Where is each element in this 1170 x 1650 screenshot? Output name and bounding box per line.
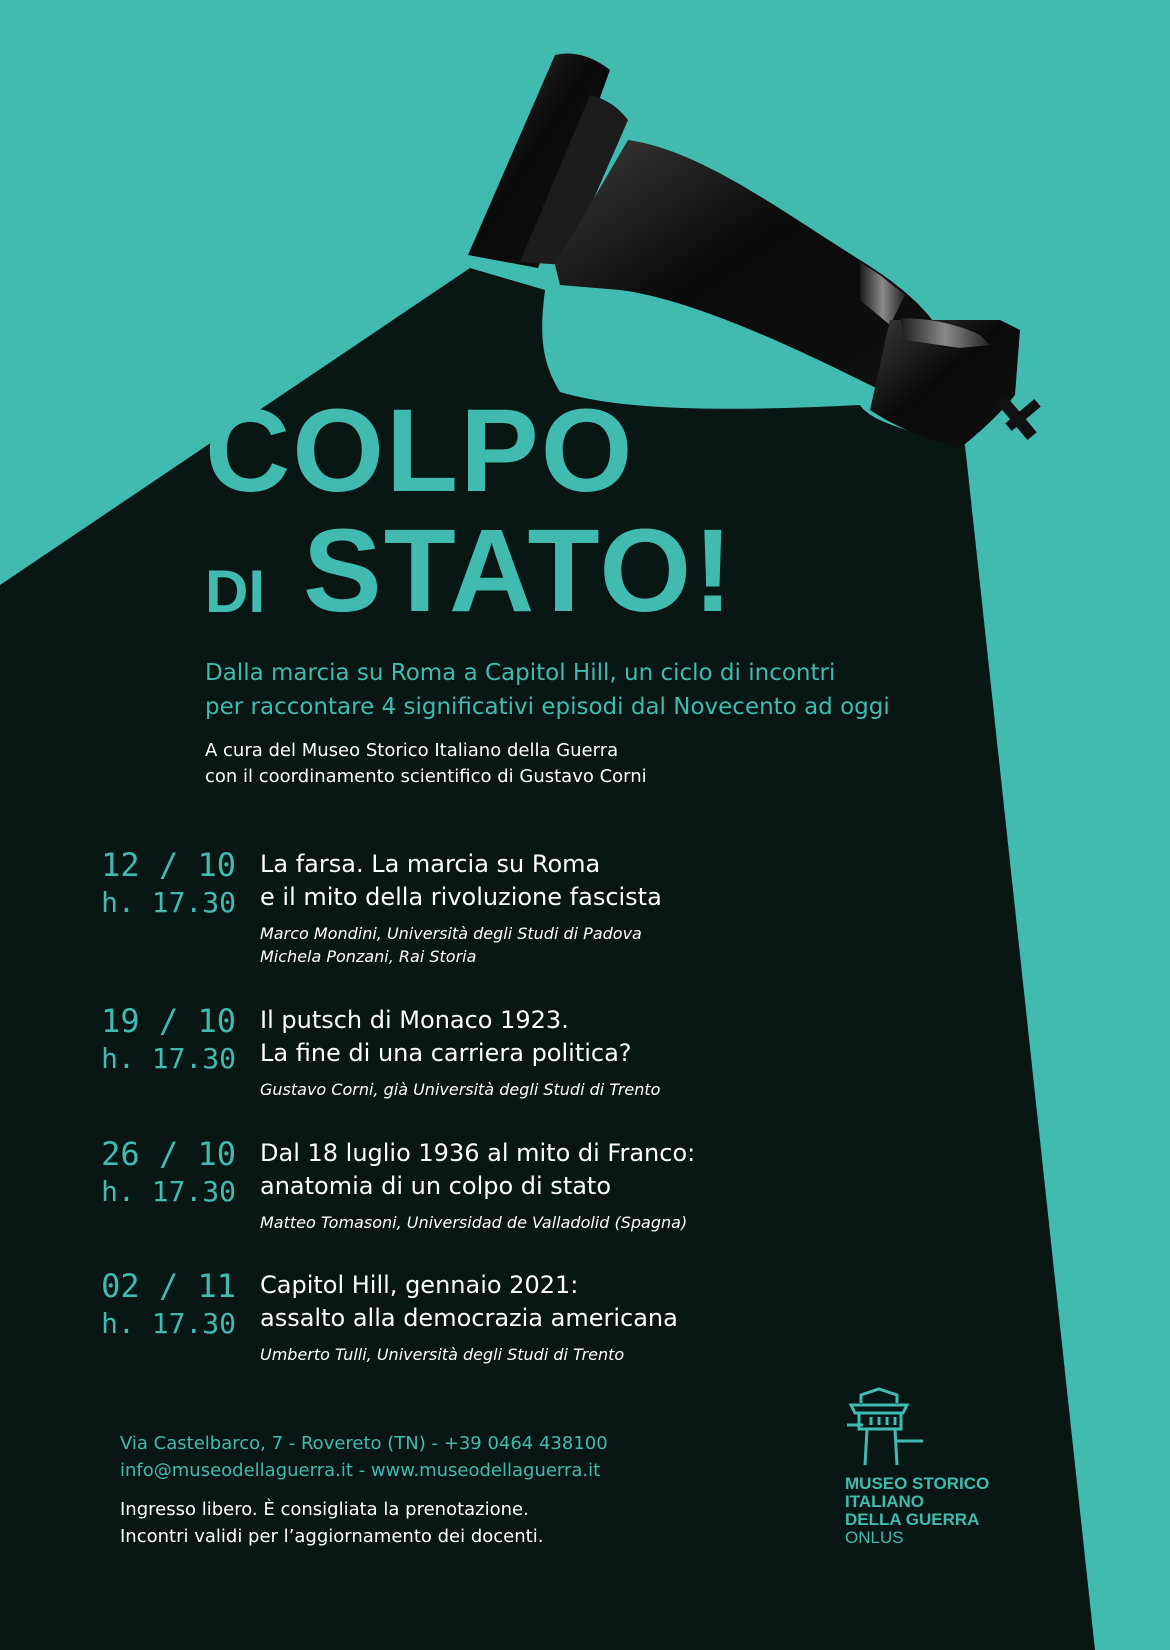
curator-line: A cura del Museo Storico Italiano della Guerra bbox=[205, 740, 619, 761]
event-date: 02 / 11 bbox=[101, 1267, 236, 1305]
event-speakers bbox=[260, 1343, 624, 1366]
title-colpo: COLPO bbox=[205, 385, 635, 517]
event-time: h. 17.30 bbox=[101, 886, 236, 919]
event-speakers bbox=[260, 1078, 660, 1101]
subtitle-line: per raccontare 4 significativi episodi dal Novecento ad oggi bbox=[205, 694, 890, 720]
event-time: h. 17.30 bbox=[101, 1042, 236, 1075]
event-time: h. 17.30 bbox=[101, 1175, 236, 1208]
event-title bbox=[260, 1269, 678, 1335]
event-speakers bbox=[260, 922, 642, 968]
title-stato: STATO! bbox=[303, 505, 735, 637]
event-title bbox=[260, 848, 662, 914]
contact-address: Via Castelbarco, 7 - Rovereto (TN) - +39 0464 438100 bbox=[120, 1433, 608, 1454]
event-speaker: Umberto Tulli, Università degli Studi di Trento bbox=[260, 1345, 625, 1364]
event-time: h. 17.30 bbox=[101, 1307, 236, 1340]
logo-line: DELLA GUERRA bbox=[845, 1510, 980, 1529]
event-speaker: Michela Ponzani, Rai Storia bbox=[260, 947, 477, 966]
subtitle bbox=[205, 656, 890, 724]
event-title bbox=[260, 1137, 695, 1203]
note-line: Ingresso libero. È consigliata la prenotazione. bbox=[120, 1499, 529, 1520]
notes bbox=[120, 1496, 543, 1550]
logo-wordmark bbox=[845, 1475, 1025, 1547]
event-title-line: Dal 18 luglio 1936 al mito di Franco: bbox=[260, 1139, 696, 1167]
event-title-line: e il mito della rivoluzione fascista bbox=[260, 883, 662, 911]
event-title-line: assalto alla democrazia americana bbox=[260, 1304, 678, 1332]
contact-info bbox=[120, 1430, 608, 1484]
curator-credit bbox=[205, 738, 647, 790]
museum-logo bbox=[845, 1385, 1025, 1547]
logo-suffix: ONLUS bbox=[845, 1528, 904, 1547]
note-line: Incontri validi per l’aggiornamento dei docenti. bbox=[120, 1526, 544, 1547]
event-title-line: Capitol Hill, gennaio 2021: bbox=[260, 1271, 579, 1299]
event-speakers bbox=[260, 1211, 687, 1234]
event-title bbox=[260, 1004, 632, 1070]
event-date: 12 / 10 bbox=[101, 846, 236, 884]
event-speaker: Matteo Tomasoni, Universidad de Valladolid (Spagna) bbox=[260, 1213, 688, 1232]
logo-line: ITALIANO bbox=[845, 1492, 925, 1511]
subtitle-line: Dalla marcia su Roma a Capitol Hill, un ciclo di incontri bbox=[205, 660, 836, 686]
event-date: 26 / 10 bbox=[101, 1135, 236, 1173]
contact-web[interactable]: info@museodellaguerra.it - www.museodellaguerra.it bbox=[120, 1460, 601, 1481]
event-title-line: La farsa. La marcia su Roma bbox=[260, 850, 601, 878]
event-title-line: La fine di una carriera politica? bbox=[260, 1039, 632, 1067]
curator-line: con il coordinamento scientifico di Gustavo Corni bbox=[205, 766, 647, 787]
event-speaker: Marco Mondini, Università degli Studi di Padova bbox=[260, 924, 642, 943]
event-date: 19 / 10 bbox=[101, 1002, 236, 1040]
logo-line: MUSEO STORICO bbox=[845, 1474, 990, 1493]
event-title-line: anatomia di un colpo di stato bbox=[260, 1172, 612, 1200]
title-di: DI bbox=[205, 558, 265, 625]
event-speaker: Gustavo Corni, già Università degli Studi di Trento bbox=[260, 1080, 661, 1099]
event-title-line: Il putsch di Monaco 1923. bbox=[260, 1006, 569, 1034]
museum-tower-icon bbox=[845, 1385, 925, 1467]
